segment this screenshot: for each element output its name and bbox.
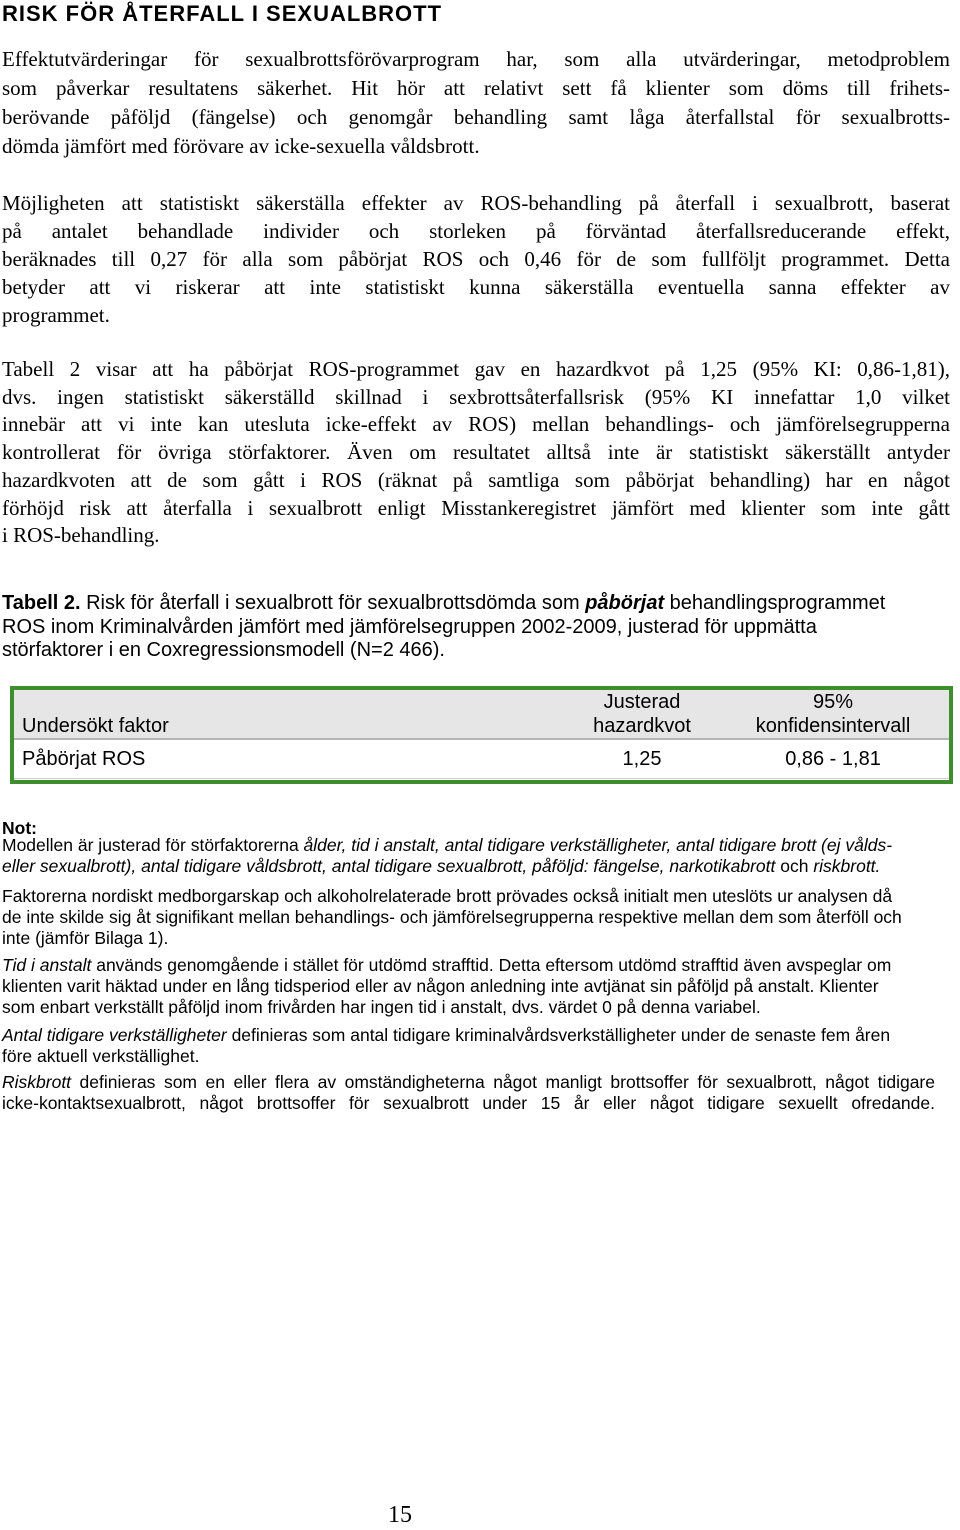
cell-hazard-ratio: 1,25 [622,748,662,770]
column-header-text: konfidensintervall [755,715,911,737]
column-header-text: Undersökt faktor [22,715,169,737]
text-line: betyder att vi riskerar att inte statistiskt kunna säkerställa eventuella sanna effekter av [2,275,950,299]
note-risk-offence [2,1072,935,1114]
note-prison-time [2,955,950,1018]
note-line [2,856,950,877]
results-paragraph [2,356,950,550]
note-line: inte (jämför Bilaga 1). [2,928,169,948]
note-model [2,835,950,877]
note-term: Riskbrott [2,1072,72,1092]
caption-line [2,592,950,616]
page-number: 15 [388,1502,412,1528]
note-line: de inte skilde sig åt signifikant mellan behandlings- och jämförelsegrupperna respektive mellan dem som återföll och [2,907,902,927]
text-line: förhöjd risk att återfalla i sexualbrott enligt Misstankeregistret jämfört med klienter som inte gått [2,495,950,520]
caption-text: behandlingsprogrammet [664,592,886,614]
column-header-text: 95% [812,691,854,713]
note-italic-text: ålder, tid i anstalt, antal tidigare verkställigheter, antal tidigare brott (ej vålds- [303,835,893,855]
note-prior-sentences [2,1025,950,1067]
caption-text: Risk för återfall i sexualbrott för sexualbrottsdömda som [80,592,586,614]
text-line: Tabell 2 visar att ha påbörjat ROS-programmet gav en hazardkvot på 1,25 (95% KI: 0,86-1,81), [2,357,950,381]
note-italic-text: riskbrott. [813,856,881,876]
text-line: kontrollerat för övriga störfaktorer. Även om resultatet alltså inte är statistiskt säkerställt antyder [2,440,950,465]
table-caption [2,592,950,663]
text-line: innebär att vi inte kan utesluta icke-effekt av ROS) mellan behandlings- och jämförelsegrupperna [2,412,950,437]
cell-confidence-interval: 0,86 - 1,81 [785,748,881,770]
caption-line: ROS inom Kriminalvården jämfört med jämförelsegruppen 2002-2009, justerad för uppmätta [2,615,817,638]
notes-heading: Not: [2,818,37,838]
caption-emphasis: påbörjat [585,592,665,614]
note-text: Modellen är justerad för störfaktorerna [2,835,304,855]
note-text: används genomgående i stället för utdömd strafftid. Detta eftersom utdömd strafftid även avspeglar om [91,955,892,975]
note-text: och [775,856,814,876]
column-header-text: hazardkvot [593,715,691,737]
note-text: definieras som en eller flera av omständigheterna något manligt brottsoffer för sexualbrott, något tidigare [71,1072,935,1092]
note-line [2,835,950,856]
caption-line: störfaktorer i en Coxregressionsmodell (N=2 466). [2,639,445,661]
note-term: Antal tidigare verkställigheter [2,1025,227,1045]
table-header-row [14,690,949,740]
note-line: före aktuell verkställighet. [2,1046,200,1066]
column-header-text: Justerad [603,691,681,713]
note-line: icke-kontaktsexualbrott, något brottsoffer för sexualbrott under 15 år eller något tidigare sexuellt ofredande. [2,1093,935,1113]
table-row [14,740,949,779]
power-paragraph [2,189,950,329]
page-title: RISK FÖR ÅTERFALL I SEXUALBROTT [2,1,443,26]
results-table [10,686,953,784]
text-line: dvs. ingen statistiskt säkerställd skillnad i sexbrottsåterfallsrisk (95% KI innefattar 1,0 vilket [2,384,950,409]
text-line: hazardkvoten att de som gått i ROS (räknat på samtliga som påbörjat behandling) har en något [2,467,950,492]
column-header-factor [14,690,567,738]
column-header-confidence-interval [717,690,949,738]
note-line: Faktorerna nordiskt medborgarskap och alkoholrelaterade brott prövades också initialt men uteslöts ur analysen då [2,886,893,906]
text-line: Möjligheten att statistiskt säkerställa effekter av ROS-behandling på återfall i sexualbrott, baserat [2,191,950,215]
note-line: som enbart verkställt påföljd inom frivården har ingen tid i anstalt, dvs. värdet 0 på denna variabel. [2,997,761,1017]
text-line: programmet. [2,303,110,327]
text-line: dömda jämfört med förövare av icke-sexuella våldsbrott. [2,134,480,158]
caption-label: Tabell 2. [2,592,81,614]
text-line: i ROS-behandling. [2,523,160,548]
note-line: klienten varit häktad under en lång tidsperiod eller av någon anledning inte avtjänat sin påföljd på anstalt. Klienter [2,976,879,996]
note-line [2,1072,935,1093]
note-line [2,1025,950,1046]
text-line: berövande påföljd (fängelse) och genomgår behandling samt låga återfallstal för sexualbrotts- [2,105,950,129]
intro-paragraph [2,45,950,161]
note-text: definieras som antal tidigare kriminalvårdsverkställigheter under de senaste fem åren [226,1025,891,1045]
note-factors [2,886,950,949]
cell-factor: Påbörjat ROS [22,748,146,770]
note-italic-text: eller sexualbrott), antal tidigare våldsbrott, antal tidigare sexualbrott, påföljd: fängelse, narkotikabrott [2,856,776,876]
column-header-hazard-ratio [567,690,717,738]
text-line: som påverkar resultatens säkerhet. Hit hör att relativt sett få klienter som döms till frihets- [2,76,950,100]
note-line [2,955,950,976]
text-line: beräknades till 0,27 för alla som påbörjat ROS och 0,46 för de som fullföljt programmet. Detta [2,247,950,271]
text-line: på antalet behandlade individer och storleken på förväntad återfallsreducerande effekt, [2,219,950,243]
text-line: Effektutvärderingar för sexualbrottsförövarprogram har, som alla utvärderingar, metodproblem [2,47,950,71]
note-term: Tid i anstalt [2,955,92,975]
